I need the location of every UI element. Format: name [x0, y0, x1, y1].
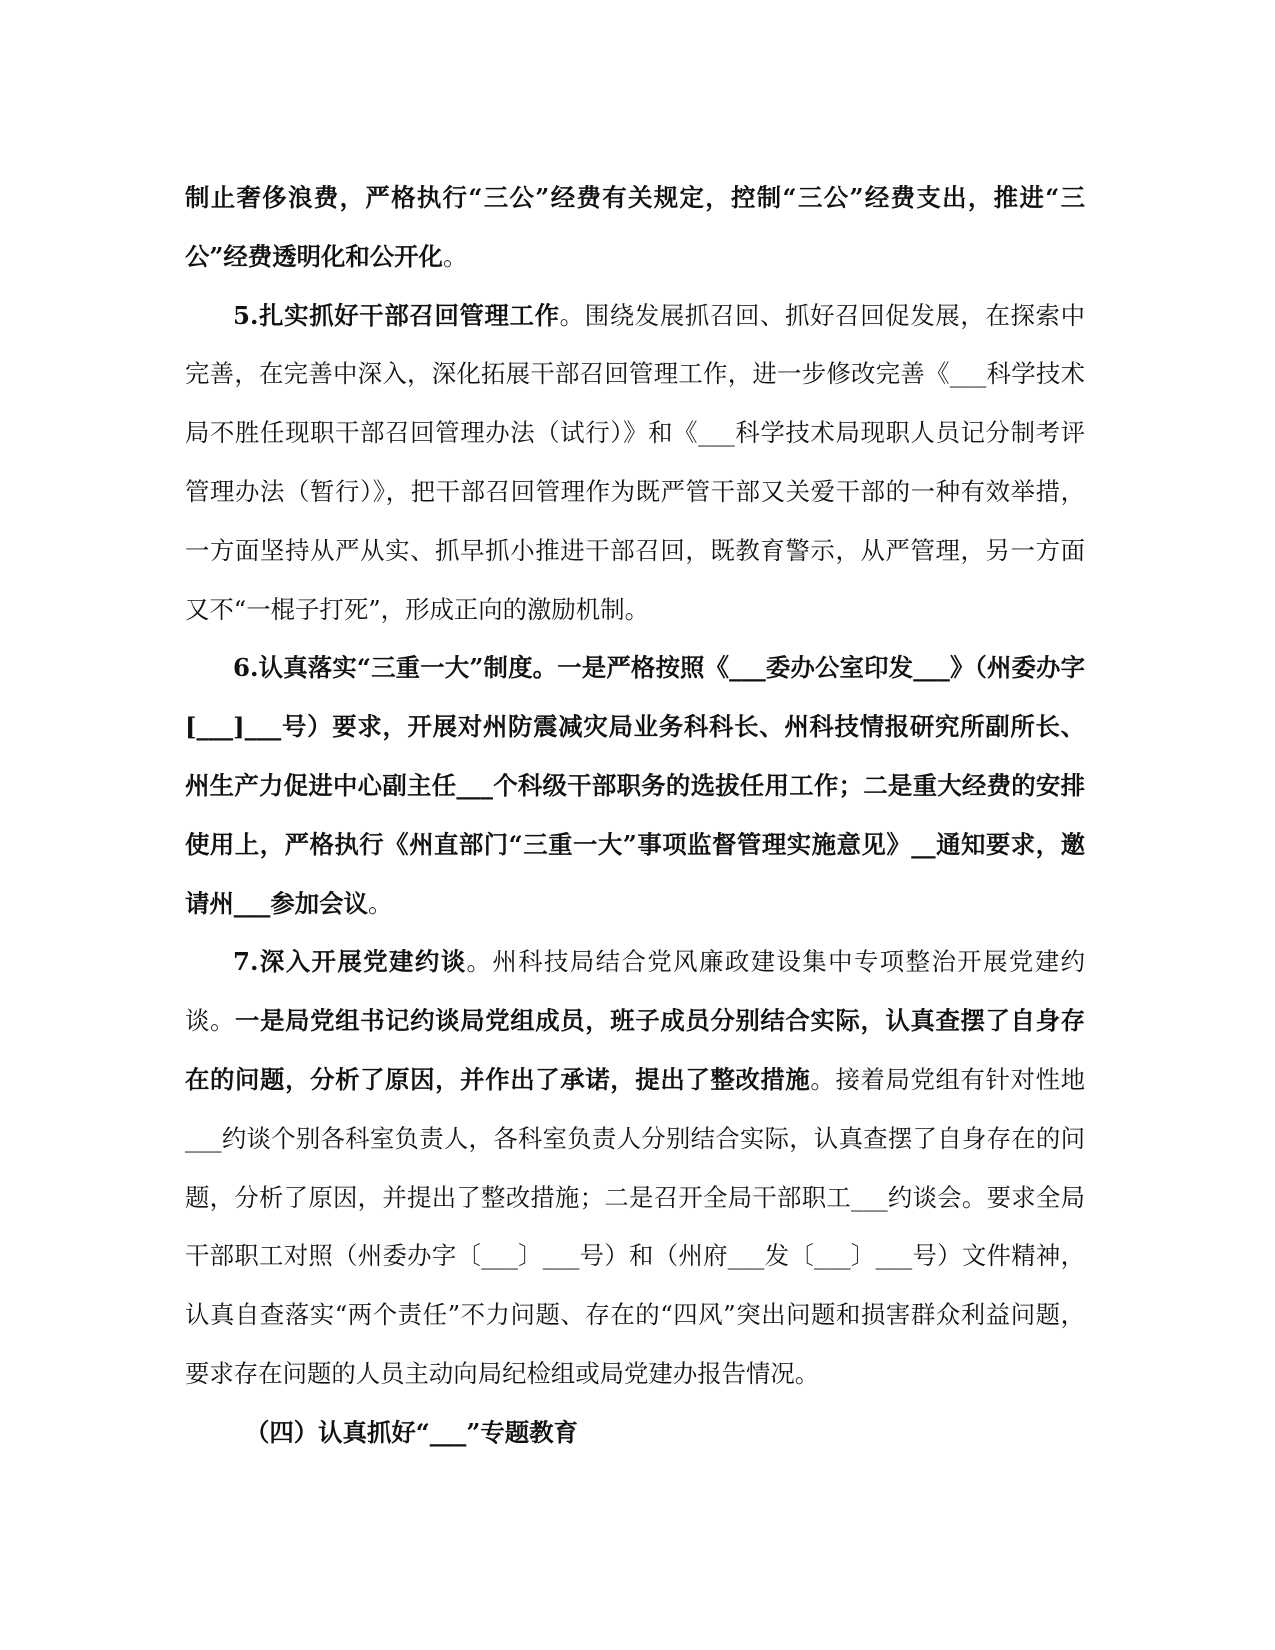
- paragraph-body-continued: 。接着局党组有针对性地___约谈个别各科室负责人，各科室负责人分别结合实际，认真查摆了自身存在的问题，分析了原因，并提出了整改措施；二是召开全局干部职工___约谈会。要求全局干部职工对照（州委办字〔___〕___号）和（州府___发〔___〕___号）文件精神，认真自查落实“两个责任”不力问题、存在的“四风”突出问题和损害群众利益问题，要求存在问题的人员主动向局纪检组或局党建办报告情况。: [185, 1064, 1085, 1388]
- paragraph-title: 7.深入开展党建约谈: [233, 947, 467, 977]
- paragraph-bold-text: 一是局党组书记约谈局党组成员，班子成员分别结合实际，认真查摆了自身存在的问题，分析了原因，并作出了承诺，提出了整改措施: [185, 1006, 1085, 1094]
- section-heading: （四）认真抓好“___”专题教育: [245, 1417, 578, 1447]
- paragraph-cadre-recall: [185, 287, 1085, 640]
- paragraph-title: 5.扎实抓好干部召回管理工作: [233, 300, 560, 330]
- paragraph-body: 。州科技局结合党风廉政建设集中专项整治开展党建约谈。: [185, 947, 1085, 1036]
- paragraph-body: 。围绕发展抓召回、抓好召回促发展，在探索中完善，在完善中深入，深化拓展干部召回管理工作，进一步修改完善《___科学技术局不胜任现职干部召回管理办法（试行）》和《___科学技术局现职人员记分制考评管理办法（暂行）》，把干部召回管理作为既严管干部又关爱干部的一种有效举措，一方面坚持从严从实、抓早抓小推进干部召回，既教育警示，从严管理，另一方面又不“一棍子打死”，形成正向的激励机制。: [185, 300, 1085, 624]
- paragraph-end: 。: [442, 241, 468, 271]
- paragraph-party-talks: [185, 933, 1085, 1403]
- paragraph-three-major-one-large: [185, 639, 1085, 933]
- paragraph-bold-text: 。一是严格按照《___委办公室印发___》（州委办字[___]___号）要求，开展对州防震减灾局业务科科长、州科技情报研究所副所长、州生产力促进中心副主任___个科级干部职务的选拔任用工作；二是重大经费的安排使用上，严格执行《州直部门“三重一大”事项监督管理实施意见》__通知要求，邀请州___参加会议: [185, 653, 1085, 918]
- document-page: [185, 169, 1085, 1463]
- paragraph-end: 。: [367, 888, 393, 918]
- paragraph-title: 6.认真落实“三重一大”制度: [233, 653, 533, 683]
- paragraph-bold-text: 制止奢侈浪费，严格执行“三公”经费有关规定，控制“三公”经费支出，推进“三公”经费透明化和公开化: [185, 183, 1085, 271]
- paragraph-spending-control: [185, 169, 1085, 287]
